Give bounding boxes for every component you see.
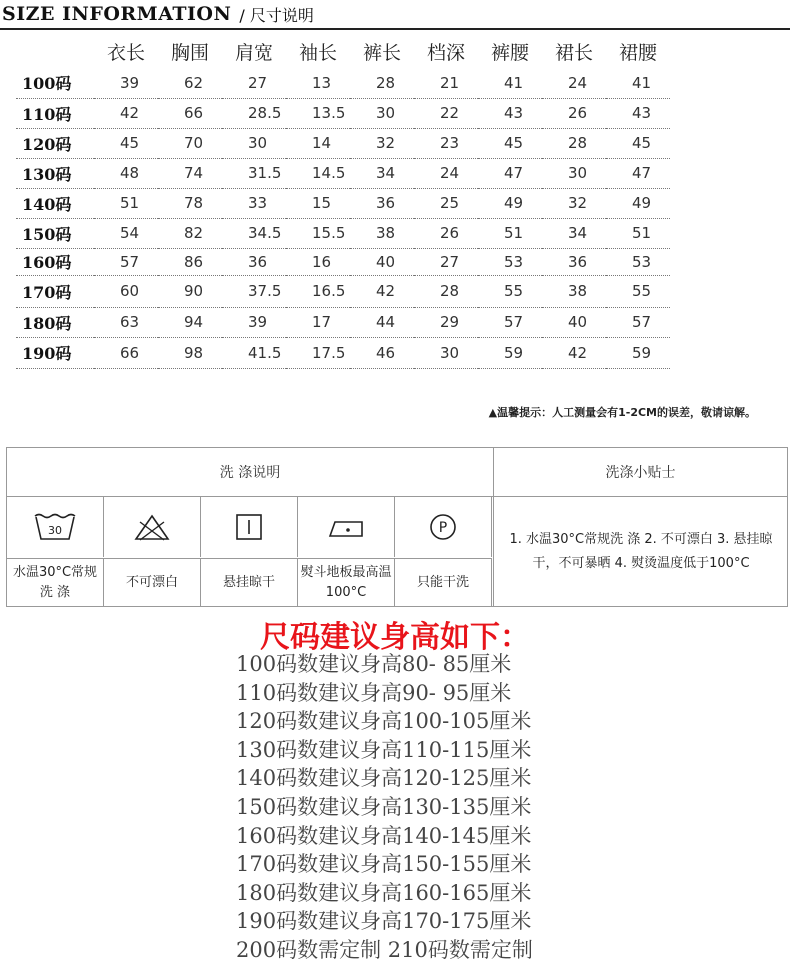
size-cell: 48	[94, 158, 158, 188]
iron-low-label: 熨斗地板最高温 100°C	[298, 558, 395, 606]
size-cell: 53	[606, 248, 670, 275]
size-cell: 43	[478, 98, 542, 128]
size-cell: 59	[606, 337, 670, 368]
size-cell: 41	[606, 68, 670, 98]
size-cell: 30	[414, 337, 478, 368]
recommendation-line: 190码数建议身高170-175厘米	[236, 909, 532, 934]
size-cell: 66	[94, 337, 158, 368]
size-cell: 47	[606, 158, 670, 188]
size-cell: 63	[94, 307, 158, 337]
no-bleach-icon-cell	[104, 497, 201, 557]
no-bleach-icon	[132, 512, 172, 542]
size-cell: 74	[158, 158, 222, 188]
size-table-row	[16, 218, 670, 248]
size-cell: 24	[414, 158, 478, 188]
corner-cell	[16, 34, 94, 68]
column-header: 衣长	[106, 41, 145, 64]
column-header: 肩宽	[234, 41, 273, 64]
size-cell: 14	[286, 128, 350, 158]
wash-30-icon-cell	[7, 497, 104, 557]
size-cell: 16.5	[286, 275, 350, 307]
size-cell: 78	[158, 188, 222, 218]
size-cell: 37.5	[222, 275, 286, 307]
recommendation-line: 150码数建议身高130-135厘米	[236, 794, 532, 819]
size-cell: 57	[478, 307, 542, 337]
size-cell: 34	[350, 158, 414, 188]
size-cell: 34.5	[222, 218, 286, 248]
size-cell: 31.5	[222, 158, 286, 188]
size-cell: 30	[350, 98, 414, 128]
iron-low-icon	[326, 514, 366, 540]
size-row-label: 190码	[16, 337, 94, 368]
size-cell: 21	[414, 68, 478, 98]
size-table-row	[16, 188, 670, 218]
no-bleach-label: 不可漂白	[104, 558, 201, 606]
header-title-en: SIZE INFORMATION	[2, 3, 232, 25]
hang-dry-label: 悬挂晾干	[201, 558, 298, 606]
size-table-row	[16, 248, 670, 275]
hang-dry-icon	[234, 512, 264, 542]
size-table	[16, 34, 670, 369]
size-cell: 39	[94, 68, 158, 98]
recommendation-line: 140码数建议身高120-125厘米	[236, 766, 532, 791]
size-cell: 28	[542, 128, 606, 158]
care-instructions-panel	[6, 447, 788, 607]
column-header: 裙腰	[618, 41, 657, 64]
size-cell: 15	[286, 188, 350, 218]
size-cell: 36	[350, 188, 414, 218]
wash-instructions-title: 洗 涤说明	[219, 465, 281, 481]
size-cell: 27	[414, 248, 478, 275]
size-cell: 47	[478, 158, 542, 188]
size-row-label: 180码	[16, 307, 94, 337]
size-cell: 57	[606, 307, 670, 337]
column-header: 胸围	[170, 41, 209, 64]
size-cell: 98	[158, 337, 222, 368]
size-row-label: 160码	[16, 248, 94, 275]
size-cell: 28	[350, 68, 414, 98]
size-cell: 38	[350, 218, 414, 248]
size-table-row	[16, 275, 670, 307]
size-cell: 26	[414, 218, 478, 248]
svg-text:30: 30	[48, 524, 62, 537]
svg-text:P: P	[438, 520, 448, 536]
recommendation-line: 160码数建议身高140-145厘米	[236, 823, 532, 848]
size-row-label: 110码	[16, 98, 94, 128]
size-info-header	[0, 0, 790, 30]
size-cell: 57	[94, 248, 158, 275]
size-cell: 32	[350, 128, 414, 158]
size-cell: 36	[542, 248, 606, 275]
size-cell: 40	[542, 307, 606, 337]
wash-30-icon	[32, 512, 78, 542]
recommendation-line: 180码数建议身高160-165厘米	[236, 880, 532, 905]
iron-low-icon-cell	[298, 497, 395, 557]
size-cell: 51	[606, 218, 670, 248]
size-cell: 23	[414, 128, 478, 158]
size-cell: 51	[94, 188, 158, 218]
size-cell: 41	[478, 68, 542, 98]
size-row-label: 150码	[16, 218, 94, 248]
size-cell: 43	[606, 98, 670, 128]
size-cell: 15.5	[286, 218, 350, 248]
size-table-row	[16, 307, 670, 337]
size-cell: 45	[478, 128, 542, 158]
recommendation-line: 170码数建议身高150-155厘米	[236, 852, 532, 877]
size-row-label: 130码	[16, 158, 94, 188]
size-cell: 25	[414, 188, 478, 218]
size-cell: 29	[414, 307, 478, 337]
size-row-label: 100码	[16, 68, 94, 98]
size-cell: 16	[286, 248, 350, 275]
size-table-row	[16, 98, 670, 128]
height-recommendation-list	[236, 650, 533, 965]
size-cell: 42	[94, 98, 158, 128]
size-cell: 30	[222, 128, 286, 158]
size-cell: 49	[606, 188, 670, 218]
recommendation-line: 200码数需定制 210码数需定制	[236, 937, 533, 962]
size-cell: 42	[542, 337, 606, 368]
size-cell: 94	[158, 307, 222, 337]
size-cell: 45	[94, 128, 158, 158]
size-cell: 55	[606, 275, 670, 307]
size-cell: 51	[478, 218, 542, 248]
size-cell: 45	[606, 128, 670, 158]
height-recommendation-title: 尺码建议身高如下：	[260, 620, 530, 655]
column-header: 裙长	[554, 41, 593, 64]
size-row-label: 140码	[16, 188, 94, 218]
size-cell: 17.5	[286, 337, 350, 368]
size-cell: 46	[350, 337, 414, 368]
size-table-row	[16, 68, 670, 98]
column-header: 裤腰	[490, 41, 529, 64]
size-cell: 26	[542, 98, 606, 128]
size-cell: 82	[158, 218, 222, 248]
size-cell: 49	[478, 188, 542, 218]
size-table-header-row	[16, 34, 670, 68]
size-cell: 28.5	[222, 98, 286, 128]
size-cell: 22	[414, 98, 478, 128]
size-cell: 34	[542, 218, 606, 248]
hang-dry-icon-cell	[201, 497, 298, 557]
size-cell: 14.5	[286, 158, 350, 188]
size-cell: 24	[542, 68, 606, 98]
size-cell: 70	[158, 128, 222, 158]
size-cell: 62	[158, 68, 222, 98]
size-table-row	[16, 337, 670, 368]
size-cell: 39	[222, 307, 286, 337]
size-cell: 13.5	[286, 98, 350, 128]
size-table-row	[16, 158, 670, 188]
size-cell: 36	[222, 248, 286, 275]
size-cell: 27	[222, 68, 286, 98]
dry-clean-icon-cell	[395, 497, 492, 557]
wash-tips-text: 1. 水温30°C常规洗 涤 2. 不可漂白 3. 悬挂晾干，不可暴晒 4. 熨烫温度低于100°C	[509, 531, 773, 571]
column-header: 袖长	[298, 41, 337, 64]
size-cell: 59	[478, 337, 542, 368]
recommendation-line: 120码数建议身高100-105厘米	[236, 709, 532, 734]
column-header: 裤长	[362, 41, 401, 64]
wash-tips-title: 洗涤小贴士	[605, 465, 676, 481]
recommendation-line: 100码数建议身高80- 85厘米	[236, 652, 512, 676]
measurement-note: ▲温馨提示：人工测量会有1-2CM的误差，敬请谅解。	[488, 406, 756, 419]
size-table-row	[16, 128, 670, 158]
size-cell: 38	[542, 275, 606, 307]
size-cell: 54	[94, 218, 158, 248]
wash-30-label: 水温30°C常规洗 涤	[7, 558, 104, 606]
size-cell: 41.5	[222, 337, 286, 368]
size-row-label: 120码	[16, 128, 94, 158]
size-cell: 90	[158, 275, 222, 307]
size-cell: 55	[478, 275, 542, 307]
size-cell: 66	[158, 98, 222, 128]
size-cell: 86	[158, 248, 222, 275]
size-cell: 30	[542, 158, 606, 188]
size-row-label: 170码	[16, 275, 94, 307]
size-cell: 13	[286, 68, 350, 98]
dry-clean-label: 只能干洗	[395, 558, 492, 606]
size-cell: 40	[350, 248, 414, 275]
recommendation-line: 110码数建议身高90- 95厘米	[236, 680, 512, 705]
size-cell: 33	[222, 188, 286, 218]
dry-clean-icon	[428, 512, 458, 542]
header-title-zh: / 尺寸说明	[239, 5, 314, 25]
size-cell: 44	[350, 307, 414, 337]
size-cell: 17	[286, 307, 350, 337]
size-cell: 60	[94, 275, 158, 307]
size-cell: 28	[414, 275, 478, 307]
column-header: 档深	[426, 41, 465, 64]
size-cell: 32	[542, 188, 606, 218]
recommendation-line: 130码数建议身高110-115厘米	[236, 737, 532, 762]
size-cell: 42	[350, 275, 414, 307]
size-cell: 53	[478, 248, 542, 275]
